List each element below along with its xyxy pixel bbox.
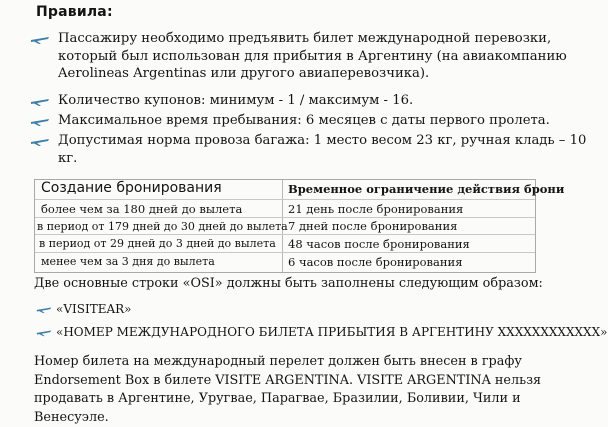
rule-text: Пассажиру необходимо предъявить билет международной перевозки, который был использован для прибытия в Аргентину (на авиакомпанию Aerolineas Argentinas или другого авиаперевозчика). (58, 31, 567, 81)
rule-text: Максимальное время пребывания: 6 месяцев с даты первого пролета. (58, 113, 550, 128)
table-cell: в период от 29 дней до 3 дней до вылета (39, 237, 276, 250)
table-cell: в период от 179 дней до 30 дней до вылета (37, 220, 288, 233)
table-cell: 21 день после бронирования (288, 202, 464, 216)
airplane-icon (30, 136, 50, 147)
table-divider (35, 252, 535, 253)
table-cell: 6 часов после бронирования (288, 255, 463, 269)
rule-item-baggage (36, 132, 602, 167)
table-cell: более чем за 180 дней до вылета (41, 202, 243, 216)
rule-text: Количество купонов: минимум - 1 / максимум - 16. (58, 93, 414, 108)
osi-line-text: «VISITEAR» (56, 302, 132, 316)
table-cell: 48 часов после бронирования (288, 237, 470, 251)
airplane-icon (30, 96, 50, 107)
rule-item-ticket (36, 30, 602, 83)
airplane-icon (36, 328, 52, 337)
table-divider (35, 199, 535, 200)
airplane-icon (30, 34, 50, 45)
osi-line-text: «НОМЕР МЕЖДУНАРОДНОГО БИЛЕТА ПРИБЫТИЯ В АРГЕНТИНУ XXXXXXXXXXXX» (56, 325, 608, 339)
table-header-booking: Создание бронирования (41, 180, 222, 196)
rule-item-coupons (36, 92, 602, 110)
osi-intro: Две основные строки «OSI» должны быть заполнены следующим образом: (34, 276, 543, 291)
airplane-icon (36, 305, 52, 314)
table-divider (35, 217, 535, 218)
table-divider (35, 234, 535, 235)
osi-line-item (36, 302, 132, 316)
rule-item-stay (36, 112, 602, 130)
table-cell: менее чем за 3 дня до вылета (41, 255, 215, 268)
booking-time-limit-table (34, 179, 565, 273)
rules-heading: Правила: (36, 4, 113, 20)
rule-text: Допустимая норма провоза багажа: 1 место весом 23 кг, ручная кладь – 10 кг. (58, 133, 587, 166)
table-header-time-limit: Временное ограничение действия брони (288, 182, 565, 196)
airplane-icon (30, 116, 50, 127)
osi-line-item (36, 325, 607, 339)
footer-note: Номер билета на международный перелет должен быть внесен в графу Endorsement Box в билете VISITE ARGENTINA. VISITE ARGENTINA нельзя продавать в Аргентине, Уругвае, Парагвае, Бразилии, Боливии, Чили и Венесуэле. (34, 354, 542, 425)
table-cell: 7 дней после бронирования (288, 219, 458, 233)
